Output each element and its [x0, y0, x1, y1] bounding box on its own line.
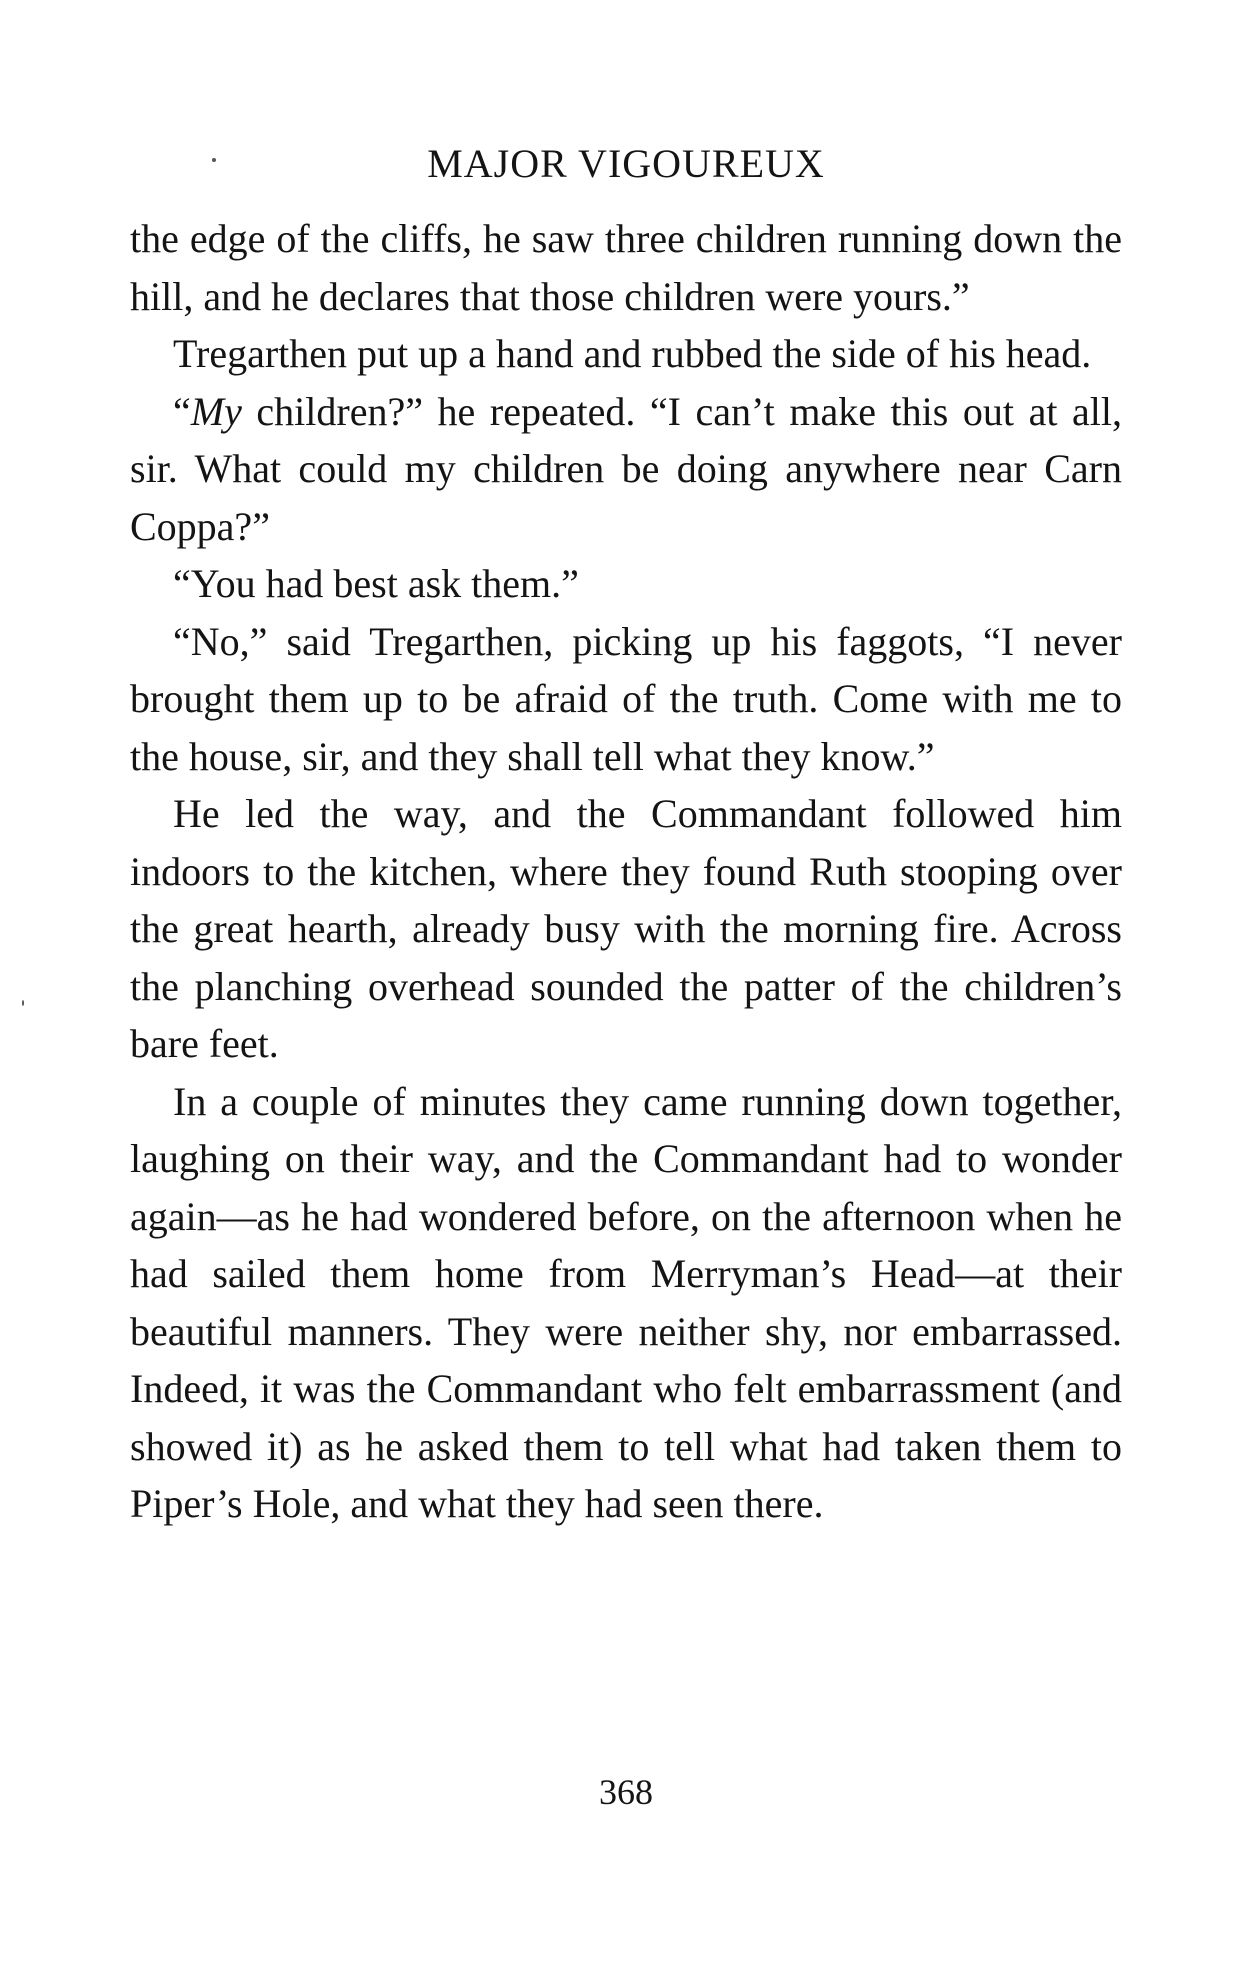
- paragraph: [130, 210, 1122, 325]
- paragraph: [130, 785, 1122, 1073]
- paragraph-text: “No,” said Tregarthen, picking up his faggots, “I never brought them up to be afraid of the truth. Come with me to the house, sir, and they shall tell what they know.”: [130, 618, 1122, 779]
- paragraph-text: In a couple of minutes they came running down together, laughing on their way, and the Commandant had to wonder again—as he had wondered before, on the afternoon when he had sailed them home from Merryman’s Head—at their beautiful manners. They were neither shy, nor embarrassed. Indeed, it was the Commandant who felt embarrassment (and showed it) as he asked them to tell what had taken them to Piper’s Hole, and what they had seen there.: [130, 1078, 1122, 1526]
- page-number: 368: [599, 1772, 653, 1812]
- body-text: [130, 210, 1122, 1533]
- paragraph: [130, 325, 1122, 383]
- running-head-title: MAJOR VIGOUREUX: [427, 141, 825, 186]
- paragraph: [130, 1073, 1122, 1533]
- paragraph-text: “You had best ask them.”: [173, 561, 579, 606]
- paragraph: [130, 555, 1122, 613]
- paragraph-text: He led the way, and the Commandant followed him indoors to the kitchen, where they found Ruth stooping over the great hearth, already busy with the morning fire. Across the planching overhead sounded the patter of the children’s bare feet.: [130, 791, 1122, 1066]
- paragraph-text: the edge of the cliffs, he saw three children running down the hill, and he declares that those children were yours.”: [130, 216, 1122, 319]
- paragraph: [130, 613, 1122, 786]
- paragraph-text: Tregarthen put up a hand and rubbed the side of his head.: [173, 331, 1092, 376]
- paragraph: [130, 383, 1122, 556]
- emphasized-text: My: [190, 388, 242, 434]
- print-speck: [22, 1000, 24, 1006]
- paragraph-text: “: [173, 388, 191, 434]
- paragraph-text: children?” he repeated. “I can’t make this out at all, sir. What could my children be doing anywhere near Carn Coppa?”: [130, 388, 1122, 549]
